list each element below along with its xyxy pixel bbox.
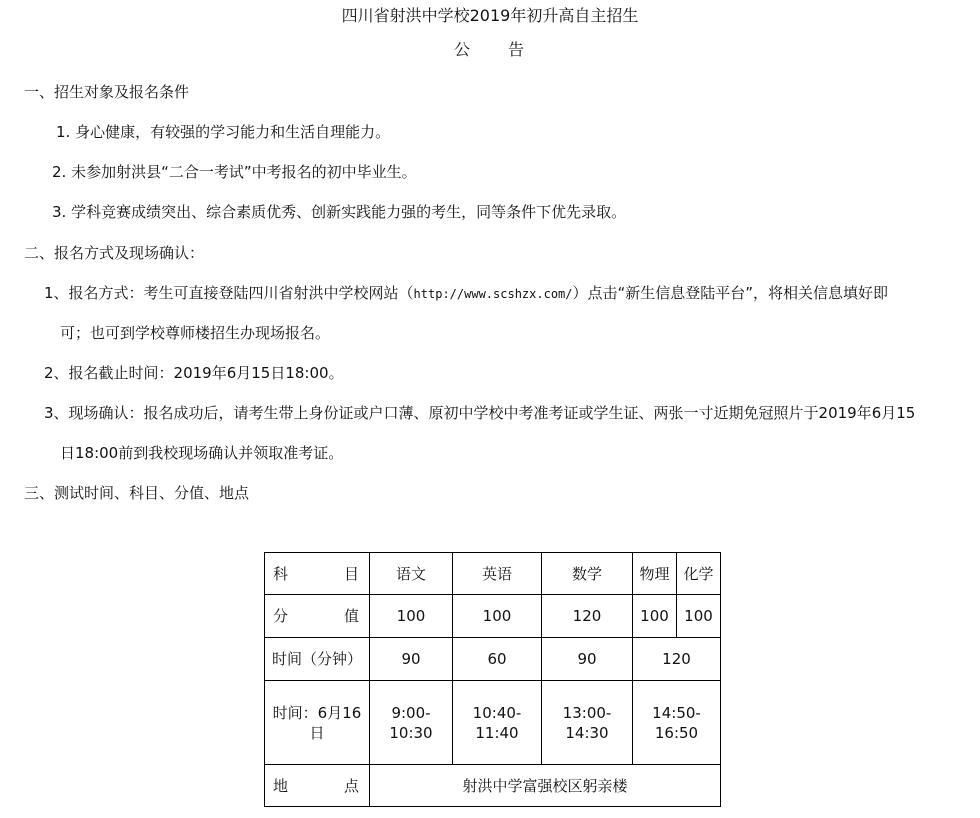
place-cell: 射洪中学富强校区躬亲楼 (370, 765, 721, 807)
score-cell: 120 (542, 595, 633, 638)
duration-cell: 120 (633, 638, 721, 681)
exam-schedule-table (264, 552, 721, 807)
time-cell: 10:40- 11:40 (453, 681, 542, 765)
school-website-link[interactable]: http://www.scshzx.com/ (413, 287, 573, 301)
table-row (265, 553, 721, 595)
table-row (265, 595, 721, 638)
duration-header-cell: 时间（分钟） (265, 638, 370, 681)
place-header-cell: 地 点 (265, 765, 370, 807)
page-title: 四川省射洪中学校2019年初升高自主招生 (341, 6, 639, 25)
registration-method-text: 1、报名方式：考生可直接登陆四川省射洪中学校网站（ (44, 284, 414, 302)
table-row (265, 765, 721, 807)
score-cell: 100 (370, 595, 453, 638)
score-header-cell: 分 值 (265, 595, 370, 638)
table-row (265, 638, 721, 681)
section-heading-2: 二、报名方式及现场确认： (24, 244, 205, 262)
onsite-confirmation: 3、现场确认：报名成功后，请考生带上身份证或户口薄、原初中学校中考准考证或学生证、两张一寸近期免冠照片于2019年6月15 (44, 404, 916, 422)
list-item: 1. 身心健康，有较强的学习能力和生活自理能力。 (56, 123, 391, 141)
subject-cell: 物理 (633, 553, 677, 595)
registration-method-continuation: 可；也可到学校尊师楼招生办现场报名。 (60, 324, 331, 342)
table-row (265, 681, 721, 765)
score-cell: 100 (453, 595, 542, 638)
duration-cell: 90 (370, 638, 453, 681)
score-cell: 100 (677, 595, 721, 638)
time-cell: 13:00- 14:30 (542, 681, 633, 765)
list-item: 2. 未参加射洪县“二合一考试”中考报名的初中毕业生。 (52, 163, 417, 181)
registration-method-text-cont: ）点击“新生信息登陆平台”，将相关信息填好即 (572, 284, 889, 302)
subject-cell: 语文 (370, 553, 453, 595)
score-cell: 100 (633, 595, 677, 638)
subject-header-cell: 科 目 (265, 553, 370, 595)
list-item: 3. 学科竞赛成绩突出、综合素质优秀、创新实践能力强的考生，同等条件下优先录取。 (52, 203, 627, 221)
subject-cell: 数学 (542, 553, 633, 595)
duration-cell: 60 (453, 638, 542, 681)
time-header-cell: 时间：6月16 日 (265, 681, 370, 765)
registration-deadline: 2、报名截止时间：2019年6月15日18:00。 (44, 364, 344, 382)
section-heading-1: 一、招生对象及报名条件 (24, 83, 190, 101)
subject-cell: 英语 (453, 553, 542, 595)
subject-cell: 化学 (677, 553, 721, 595)
registration-method-line (44, 283, 888, 304)
section-heading-3: 三、测试时间、科目、分值、地点 (24, 484, 250, 502)
time-cell: 9:00- 10:30 (370, 681, 453, 765)
time-cell: 14:50- 16:50 (633, 681, 721, 765)
duration-cell: 90 (542, 638, 633, 681)
onsite-confirmation-continuation: 日18:00前到我校现场确认并领取准考证。 (60, 444, 344, 462)
page-subtitle: 公 告 (453, 40, 526, 59)
